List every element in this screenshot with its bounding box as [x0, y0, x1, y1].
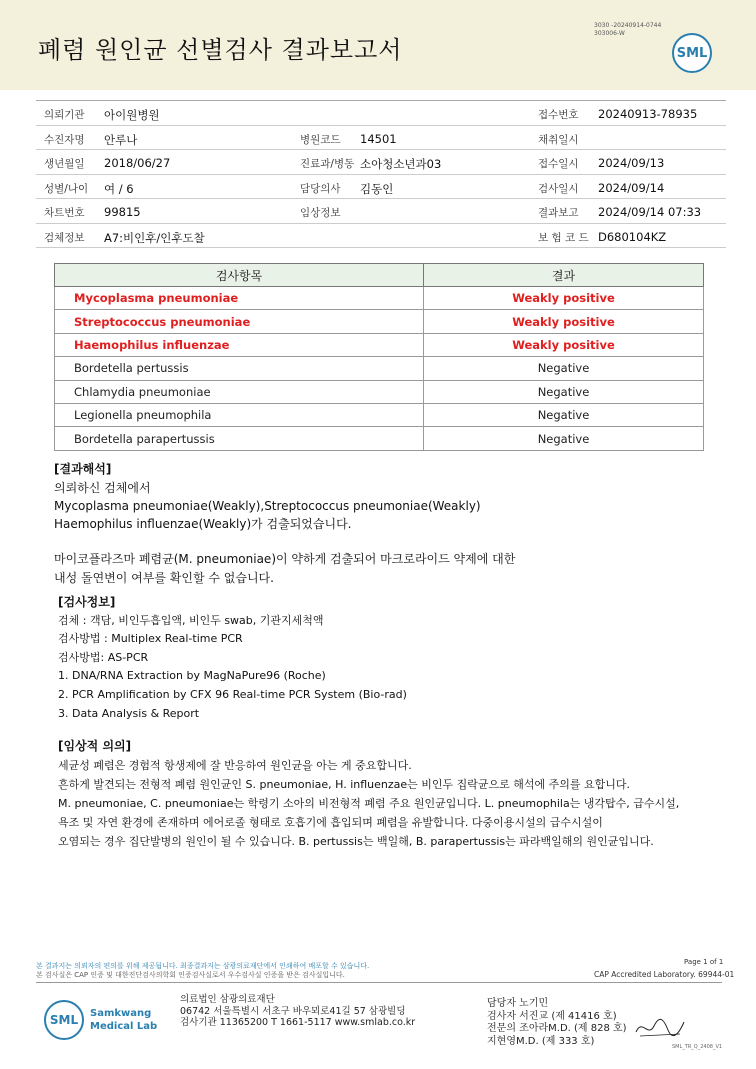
- interpretation-section: [54, 460, 481, 533]
- test-info-line: 검사방법: AS-PCR: [58, 650, 149, 664]
- doctor-label: 담당의사: [300, 182, 341, 195]
- table-row: [55, 310, 704, 333]
- receipt-no-value: 20240913-78935: [598, 107, 698, 121]
- test-date-value: 2024/09/14: [598, 180, 665, 195]
- footer-address: [180, 994, 415, 1029]
- hospital-code-label: 병원코드: [300, 133, 341, 146]
- patient-label: 수진자명: [44, 133, 85, 146]
- sml-footer-logo-icon: SML: [44, 1000, 84, 1040]
- test-info-line: 검사방법 : Multiplex Real-time PCR: [58, 632, 243, 646]
- clinical-significance-section: [58, 737, 679, 851]
- macrolide-line: 내성 돌연변이 여부를 확인할 수 없습니다.: [54, 570, 274, 585]
- clinical-label: 임상정보: [300, 207, 341, 219]
- info-row: [36, 224, 726, 249]
- birth-value: 2018/06/27: [104, 156, 171, 170]
- test-item: Streptococcus pneumoniae: [55, 310, 424, 333]
- interpretation-title: [결과해석]: [54, 462, 112, 476]
- table-row: [55, 357, 704, 380]
- interpretation-line: 의뢰하신 검체에서: [54, 480, 151, 495]
- address-line: 의료법인 삼광의료재단: [180, 994, 275, 1005]
- macrolide-line: 마이코플라즈마 폐렴균(M. pneumoniae)이 약하게 검출되어 마크로라이드 약제에 대한: [54, 552, 516, 566]
- clinical-line: 세균성 폐렴은 경험적 항생제에 잘 반응하여 원인균을 아는 게 중요합니다.: [58, 759, 412, 772]
- test-item: Bordetella pertussis: [55, 357, 424, 380]
- table-row: [55, 403, 704, 426]
- clinical-significance-title: [임상적 의의]: [58, 739, 132, 753]
- signatory-line: 지현영M.D. (제 333 호): [487, 1035, 595, 1047]
- report-header: [0, 0, 756, 90]
- test-item: Legionella pneumophila: [55, 403, 424, 426]
- test-result: Negative: [424, 357, 704, 380]
- table-row: [55, 380, 704, 403]
- footer-logo: [44, 1000, 157, 1040]
- test-item: Chlamydia pneumoniae: [55, 380, 424, 403]
- insurance-value: D680104KZ: [598, 229, 667, 244]
- doc-code-line-2: 303006-W: [594, 30, 625, 37]
- collection-date-label: 채취일시: [538, 133, 579, 146]
- info-row: [36, 101, 726, 126]
- receipt-date-value: 2024/09/13: [598, 156, 665, 170]
- interpretation-line: Haemophilus influenzae(Weakly)가 검출되었습니다.: [54, 516, 352, 531]
- clinical-line: M. pneumoniae, C. pneumoniae는 학령기 소아의 비전형적 폐렴 주요 원인균입니다. L. pneumophila는 냉각탑수, 급수시설,: [58, 797, 680, 810]
- test-result: Weakly positive: [424, 333, 704, 356]
- test-item: Haemophilus influenzae: [55, 333, 424, 356]
- signatory-line: 검사자 서진교 (제 41416 호): [487, 1010, 617, 1022]
- info-row: [36, 126, 726, 151]
- receipt-no-label: 접수번호: [538, 109, 579, 121]
- test-result: Negative: [424, 403, 704, 426]
- info-row: [36, 199, 726, 224]
- interpretation-line: Mycoplasma pneumoniae(Weakly),Streptococcus pneumoniae(Weakly): [54, 498, 481, 513]
- table-row: [55, 333, 704, 356]
- receipt-date-label: 접수일시: [538, 158, 579, 170]
- results-header-row: [55, 264, 704, 287]
- footer-signatories: [487, 998, 627, 1048]
- table-row: [55, 427, 704, 450]
- test-date-label: 검사일시: [538, 182, 579, 195]
- table-row: [55, 287, 704, 310]
- report-date-label: 결과보고: [538, 207, 579, 219]
- patient-value: 안루나: [104, 132, 138, 147]
- doc-code-line-1: 3030 -20240914-0744: [594, 22, 662, 29]
- doctor-value: 김동인: [360, 181, 394, 196]
- col-header-result: 결과: [424, 264, 704, 287]
- test-info-line: 1. DNA/RNA Extraction by MagNaPure96 (Roche): [58, 669, 326, 683]
- document-code: [594, 22, 661, 38]
- test-info-line: 검체 : 객담, 비인두흡입액, 비인두 swab, 기관지세척액: [58, 613, 324, 627]
- chart-value: 99815: [104, 205, 141, 219]
- sml-logo-icon: SML: [672, 33, 712, 73]
- test-result: Negative: [424, 380, 704, 403]
- hospital-code-value: 14501: [360, 131, 397, 146]
- institution-value: 아이원병원: [104, 108, 160, 122]
- info-row: [36, 175, 726, 200]
- dept-value: 소아청소년과03: [360, 157, 442, 171]
- address-line: 검사기관 11365200 T 1661-5117 www.smlab.co.kr: [180, 1017, 416, 1028]
- specimen-value: A7:비인후/인후도찰: [104, 230, 205, 245]
- report-title: 폐렴 원인균 선별검사 결과보고서: [38, 36, 403, 64]
- test-result: Negative: [424, 427, 704, 450]
- chart-label: 차트번호: [44, 207, 85, 219]
- report-date-value: 2024/09/14 07:33: [598, 205, 702, 219]
- macrolide-note: [54, 550, 515, 587]
- results-table: [54, 263, 704, 451]
- dept-label: 진료과/병동: [300, 158, 355, 170]
- test-item: Bordetella parapertussis: [55, 427, 424, 450]
- form-number: SML_TR_Q_2408_V1: [672, 1044, 723, 1050]
- disclaimer-line-1: 본 결과지는 의뢰자의 편의를 위해 제공됩니다. 최종결과지는 삼광의료재단에서 인쇄하여 배포할 수 있습니다.: [36, 962, 370, 970]
- footer-divider: [36, 982, 722, 983]
- disclaimer-line-2: 본 검사실은 CAP 인증 및 대한진단검사의학회 인증검사실로서 우수검사실 인증을 받은 검사실입니다.: [36, 971, 345, 979]
- signatory-line: 담당자 노기민: [487, 998, 549, 1009]
- patient-info-table: [36, 100, 726, 248]
- info-row: [36, 150, 726, 175]
- page-number: Page 1 of 1: [684, 958, 724, 966]
- signatory-line: 전문의 조아라M.D. (제 828 호): [487, 1023, 627, 1034]
- test-info-title: [검사정보]: [58, 595, 116, 609]
- clinical-line: 오염되는 경우 집단발병의 원인이 될 수 있습니다. B. pertussis는 백일해, B. parapertussis는 파라백일해의 원인균입니다.: [58, 835, 654, 848]
- test-result: Weakly positive: [424, 287, 704, 310]
- specimen-label: 검체정보: [44, 231, 85, 244]
- sex-age-label: 성별/나이: [44, 182, 89, 195]
- clinical-line: 흔하게 발견되는 전형적 폐렴 원인균인 S. pneumoniae, H. influenzae는 비인두 집락균으로 해석에 주의를 요합니다.: [58, 778, 631, 791]
- handwritten-signature-icon: [632, 1012, 688, 1044]
- test-info-line: 3. Data Analysis & Report: [58, 706, 200, 720]
- lab-name-line-2: Medical Lab: [90, 1021, 158, 1032]
- lab-name-line-1: Samkwang: [90, 1008, 152, 1019]
- institution-label: 의뢰기관: [44, 109, 85, 121]
- insurance-label: 보 험 코 드: [538, 231, 589, 244]
- cap-accreditation: CAP Accredited Laboratory. 69944-01: [594, 970, 735, 979]
- clinical-line: 욕조 및 자연 환경에 존재하며 에어로졸 형태로 호흡기에 흡입되며 폐렴을 유발합니다. 다중이용시설의 급수시설이: [58, 816, 603, 829]
- test-info-line: 2. PCR Amplification by CFX 96 Real-time PCR System (Bio-rad): [58, 687, 407, 701]
- test-item: Mycoplasma pneumoniae: [55, 287, 424, 310]
- test-info-section: [58, 593, 407, 723]
- footer-disclaimer: [36, 962, 369, 980]
- sex-age-value: 여 / 6: [104, 181, 134, 196]
- test-result: Weakly positive: [424, 310, 704, 333]
- address-line: 06742 서울특별시 서초구 바우뫼로41길 57 삼광빌딩: [180, 1005, 406, 1017]
- col-header-item: 검사항목: [55, 264, 424, 287]
- birth-label: 생년월일: [44, 158, 85, 170]
